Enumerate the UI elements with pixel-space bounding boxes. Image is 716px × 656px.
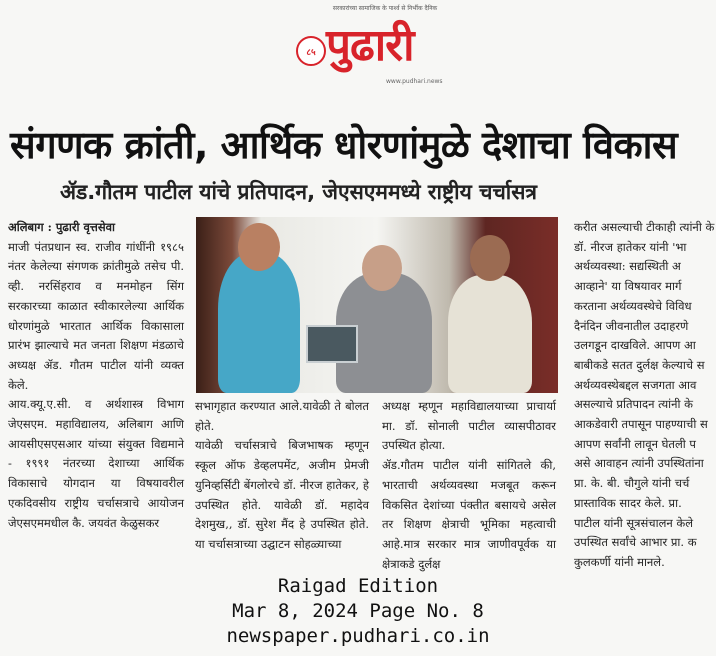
line: प्रास्ताविक सादर केले. प्रा. [574, 495, 682, 510]
line: करीत असल्याची टीकाही त्यांनी के [574, 220, 715, 234]
line: आपण सर्वांनी लावून घेतली प [574, 436, 696, 451]
article-column-2 [195, 397, 369, 555]
logo-website: www.pudhari.news [386, 78, 443, 85]
masthead-tagline: सरकारांच्या सामाजिक के पार्श्व से निर्भीक दैनिक [332, 5, 438, 12]
memento-gift [306, 325, 358, 363]
headline: संगणक क्रांती, आर्थिक धोरणांमुळे देशाचा विकास [10, 123, 678, 167]
line: उपस्थित सर्वांचे आभार प्रा. क [574, 535, 697, 550]
line: करताना अर्थव्यवस्थेचे विविध [574, 298, 692, 313]
line: अर्थव्यवस्था: सद्यस्थिती अ [574, 259, 681, 274]
masthead [0, 0, 716, 100]
logo-text: पुढारी [326, 20, 414, 71]
pudhari-logo [296, 18, 443, 85]
subheadline: ॲड.गौतम पाटील यांचे प्रतिपादन, जेएसएममध्ये राष्ट्रीय चर्चासत्र [60, 180, 538, 204]
line: आव्हाने' या विषयावर मार्ग [574, 279, 682, 294]
line: उलगडून दाखविले. आपण आ [574, 338, 696, 353]
line: बाबीकडे सतत दुर्लक्ष केल्याचे स [574, 357, 705, 372]
paragraph: यावेळी चर्चासत्राचे बिजभाषक म्हणून स्कूल ऑफ डेव्हलपमेंट, अजीम प्रेमजी युनिव्हर्सिटी बेंगलोरचे डॉ. नीरज हातेकर, हे उपस्थित होते. यावेळी डॉ. महादेव देशमुख,, डॉ. सुरेश मैंद हे उपस्थित होते. या चर्चासत्राच्या उद्घाटन सोहळ्याच्या [195, 438, 369, 551]
article-column-1 [8, 218, 184, 533]
line: प्रा. के. बी. चौगुले यांनी चर्च [574, 476, 690, 491]
person-left [218, 253, 300, 393]
line: पाटील यांनी सूत्रसंचालन केले [574, 515, 694, 530]
edition-name: Raigad Edition [277, 575, 439, 597]
line: अर्थव्यवस्थेबद्दल सजगता आव [574, 377, 697, 392]
line: दैनंदिन जीवनातील उदाहरणे [574, 318, 689, 333]
edition-url: newspaper.pudhari.co.in [226, 625, 490, 647]
paragraph: ॲड.गौतम पाटील यांनी सांगितले की, भारताची अर्थव्यवस्था मजबूत करून विकसित देशांच्या पंक्तीत बसायचे असेल तर शिक्षण क्षेत्राची भूमिका महत्वाची आहे.मात्र सरकार मात्र जाणीवपूर्वक या क्षेत्राकडे दुर्लक्ष [382, 458, 556, 571]
event-photo [196, 217, 558, 393]
line: कुलकर्णी यांनी मानले. [574, 554, 665, 569]
line: डॉ. नीरज हातेकर यांनी 'भा [574, 239, 687, 254]
person-right [448, 275, 532, 393]
article-column-4 [574, 218, 716, 573]
line: असल्याचे प्रतिपादन त्यांनी के [574, 397, 693, 412]
edition-footer [0, 574, 716, 649]
edition-date-page: Mar 8, 2024 Page No. 8 [232, 600, 484, 622]
paragraph: सभागृहात करण्यात आले.यावेळी ते बोलत होते. [195, 399, 369, 433]
paragraph: आय.क्यू.ए.सी. व अर्थशास्त्र विभाग जेएसएम. महाविद्यालय, अलिबाग आणि आयसीएसएसआर यांच्या संयुक्त विद्यमाने - १९९१ नंतरच्या देशाच्या आर्थिक विकासाचे योगदान या विषयावरील एकदिवसीय राष्ट्रीय चर्चासत्राचे आयोजन जेएसएममधील कै. जयवंत केळुसकर [8, 397, 184, 530]
article-column-3 [382, 397, 556, 574]
line: असे आवाहन त्यांनी उपस्थितांना [574, 456, 704, 471]
anniversary-badge-icon: ८५ [296, 36, 326, 66]
dateline: अलिबाग : पुढारी वृत्तसेवा [8, 220, 115, 234]
paragraph: अध्यक्ष म्हणून महाविद्यालयाच्या प्राचार्या मा. डॉ. सोनाली पाटील व्यासपीठावर उपस्थित होत्या. [382, 399, 556, 453]
line: आकडेवारी तपासून पाहण्याची स [574, 417, 708, 432]
person-center-head [362, 245, 402, 291]
person-right-head [470, 235, 510, 281]
person-left-head [238, 223, 280, 271]
paragraph: माजी पंतप्रधान स्व. राजीव गांधींनी १९८५ नंतर केलेल्या संगणक क्रांतीमुळे तसेच पी. व्ही. नरसिंहराव व मनमोहन सिंग सरकारच्या काळात स्वीकारलेल्या आर्थिक धोरणांमुळे भारतात आर्थिक विकासाला प्रारंभ झाल्याचे मत जनता शिक्षण मंडळाचे अध्यक्ष ॲड. गौतम पाटील यांनी व्यक्त केले. [8, 239, 184, 392]
